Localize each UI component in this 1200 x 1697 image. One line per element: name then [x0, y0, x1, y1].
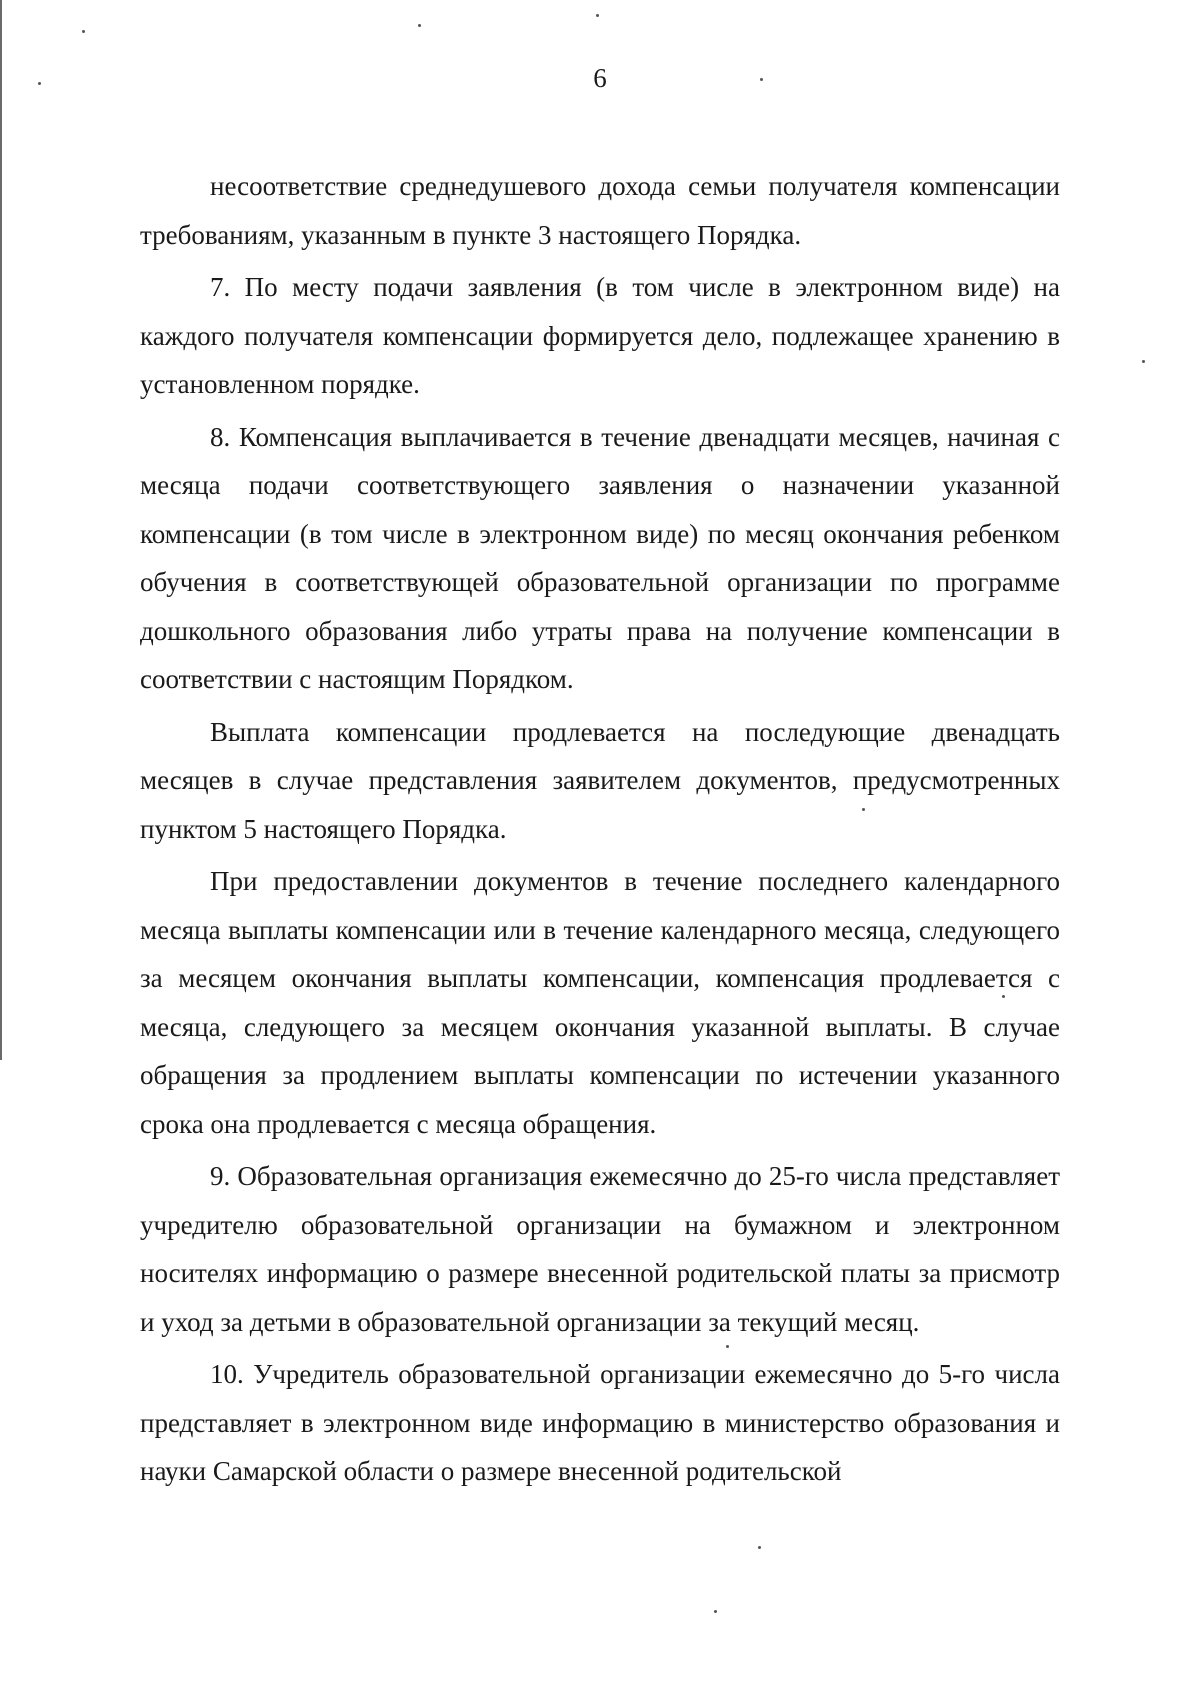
scan-speck	[760, 78, 763, 81]
scan-speck	[1002, 995, 1005, 998]
paragraph-item-8-extension: Выплата компенсации продлевается на последующие двенадцать месяцев в случае представления заявителем документов, предусмотренных пунктом 5 настоящего Порядка.	[140, 716, 1060, 844]
scan-speck	[862, 808, 865, 811]
paragraph-item-9: 9. Образовательная организация ежемесячно до 25-го числа представляет учредителю образовательной организации на бумажном и электронном носителях информацию о размере внесенной родительской платы за присмотр и уход за детьми в образовательной организации за текущий месяц.	[140, 1161, 1060, 1337]
paragraph-continuation: несоответствие среднедушевого дохода семьи получателя компенсации требованиям, указанным в пункте 3 настоящего Порядка.	[140, 171, 1060, 250]
paragraph-item-8: 8. Компенсация выплачивается в течение двенадцати месяцев, начиная с месяца подачи соответствующего заявления о назначении указанной компенсации (в том числе в электронном виде) по месяц окончания ребенком обучения в соответствующей образовательной организации по программе дошкольного образования либо утраты права на получение компенсации в соответствии с настоящим Порядком.	[140, 421, 1060, 694]
scan-speck	[714, 1610, 717, 1613]
scan-speck	[726, 1345, 729, 1348]
paragraph-item-7: 7. По месту подачи заявления (в том числе в электронном виде) на каждого получателя компенсации формируется дело, подлежащее хранению в установленном порядке.	[140, 272, 1060, 399]
scan-speck	[418, 24, 421, 27]
document-body	[140, 162, 1060, 1496]
scan-edge-line	[0, 0, 2, 1060]
paragraph-item-8-timing: При предоставлении документов в течение последнего календарного месяца выплаты компенсации или в течение календарного месяца, следующего за месяцем окончания выплаты компенсации, компенсация продлевается с месяца, следующего за месяцем окончания указанной выплаты. В случае обращения за продлением выплаты компенсации по истечении указанного срока она продлевается с месяца обращения.	[140, 866, 1060, 1139]
scan-speck	[596, 14, 599, 17]
scan-speck	[758, 1546, 761, 1549]
scan-speck	[82, 30, 85, 33]
page-number: 6	[593, 63, 607, 93]
scan-speck	[1142, 360, 1145, 363]
paragraph-item-10: 10. Учредитель образовательной организации ежемесячно до 5-го числа представляет в электронном виде информацию в министерство образования и науки Самарской области о размере внесенной родительской	[140, 1359, 1060, 1486]
scan-speck	[38, 82, 41, 85]
